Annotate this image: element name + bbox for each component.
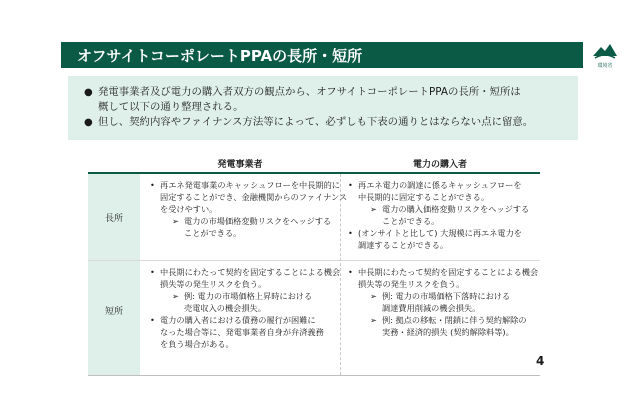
column-divider <box>340 174 341 375</box>
row-divider <box>88 260 540 261</box>
cell-text-line: なった場合等に、発電事業者自身が弁済義務 <box>160 327 324 337</box>
table-bottom-rule <box>88 375 540 376</box>
bullet-marker: • <box>150 267 155 277</box>
cell-text-line: 中長期的に固定することができる。 <box>358 192 490 202</box>
cell-text-line: 例: 電力の市場価格上昇時における <box>184 291 313 301</box>
logo-icon <box>591 40 619 62</box>
cell-text-line: 電力の市場価格変動リスクをヘッジする <box>184 216 332 226</box>
cell-text-line: 固定することができ、金融機関からのファイナンス <box>160 192 348 202</box>
arrow-marker: ➢ <box>370 315 377 325</box>
cell-text-line: ことができる。 <box>382 216 440 226</box>
cell-text-line: 中長期にわたって契約を固定することによる機会 <box>358 267 539 277</box>
bullet-marker: • <box>150 180 155 190</box>
slide-title: オフサイトコーポレートPPAの長所・短所 <box>77 47 363 65</box>
summary-box <box>68 76 578 140</box>
row-label-pros: 長所 <box>104 214 123 224</box>
bullet-dot: ● <box>84 117 93 128</box>
cell-text-line: を負う場合がある。 <box>160 339 234 349</box>
cell-text-line: を受けやすい。 <box>160 204 218 214</box>
title-bar <box>61 42 583 68</box>
cell-text-line: 損失等の発生リスクを負う。 <box>160 279 267 289</box>
cell-text-line: (オンサイトと比して) 大規模に再エネ電力を <box>358 228 522 238</box>
arrow-marker: ➢ <box>370 204 377 214</box>
bullet-dot: ● <box>84 87 93 98</box>
bullet-marker: • <box>150 315 155 325</box>
table-top-rule <box>88 172 540 174</box>
summary-text: 但し、契約内容やファイナンス方法等によって、必ずしも下表の通りとはならない点に留意。 <box>98 116 534 128</box>
column-header-generator: 発電事業者 <box>217 160 263 170</box>
logo-text: 環境省 <box>597 63 613 69</box>
arrow-marker: ➢ <box>172 216 179 226</box>
row-label-cons: 短所 <box>104 307 123 317</box>
cell-text-line: 再エネ発電事業のキャッシュフローを中長期的に <box>160 180 340 190</box>
cell-text-line: 中長期にわたって契約を固定することによる機会 <box>160 267 341 277</box>
cell-text-line: 売電収入の機会損失。 <box>184 303 266 313</box>
cell-text-line: 電力の購入者における債務の履行が困難に <box>160 315 316 325</box>
bullet-marker: • <box>348 180 353 190</box>
cell-text-line: 例: 拠点の移転・閉鎖に伴う契約解除の <box>382 315 527 325</box>
arrow-marker: ➢ <box>370 291 377 301</box>
cell-text-line: 電力の購入価格変動リスクをヘッジする <box>382 204 530 214</box>
column-header-purchaser: 電力の購入者 <box>412 160 467 170</box>
cell-text-line: 例: 電力の市場価格下落時における <box>382 291 511 301</box>
summary-text: 発電事業者及び電力の購入者双方の観点から、オフサイトコーポレートPPAの長所・短所は <box>98 86 521 98</box>
arrow-marker: ➢ <box>172 291 179 301</box>
cell-text-line: 損失等の発生リスクを負う。 <box>358 279 465 289</box>
cell-text-line: 再エネ電力の調達に係るキャッシュフローを <box>358 180 522 190</box>
cell-text-line: 調達することができる。 <box>358 240 449 250</box>
row-label-background <box>88 261 140 375</box>
cell-text-line: ことができる。 <box>184 228 242 238</box>
summary-text: 概して以下の通り整理される。 <box>98 101 244 113</box>
ministry-logo <box>591 40 619 70</box>
cell-text-line: 調達費用削減の機会損失。 <box>382 303 481 313</box>
cell-text-line: 実務・経済的損失 (契約解除料等)。 <box>382 327 514 337</box>
bullet-marker: • <box>348 228 353 238</box>
page-number: 4 <box>536 354 545 368</box>
bullet-marker: • <box>348 267 353 277</box>
